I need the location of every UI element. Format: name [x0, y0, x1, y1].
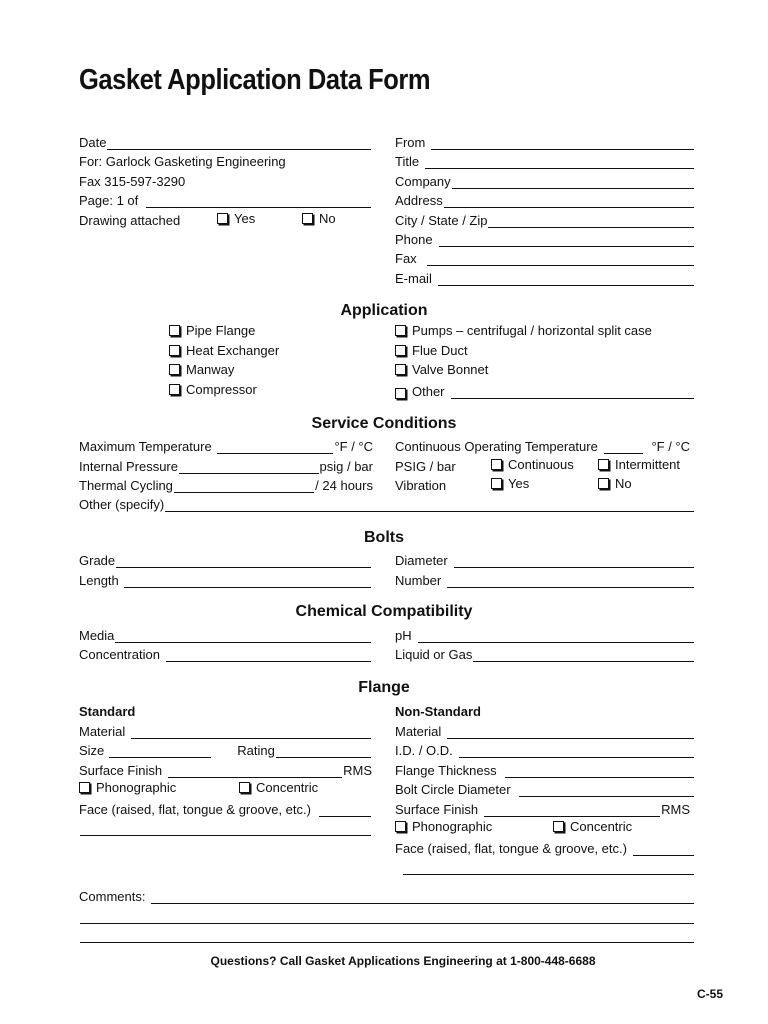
nonstandard-subheading: Non-Standard: [395, 704, 481, 719]
comments-row: [79, 887, 695, 904]
checkbox-icon[interactable]: [217, 213, 228, 224]
comments-row-2: [79, 907, 695, 924]
ns-material-row: [395, 722, 695, 739]
ph-row: [395, 626, 695, 643]
drawing-yes-option[interactable]: [217, 211, 255, 228]
app-option-valve-bonnet[interactable]: [395, 362, 488, 379]
checkbox-icon[interactable]: [169, 345, 180, 356]
thermal-unit: / 24 hours: [315, 478, 373, 493]
drawing-label: Drawing attached: [79, 213, 181, 228]
page-count-field[interactable]: [146, 194, 371, 208]
vibration-no-option[interactable]: [598, 476, 632, 493]
std-material-label: Material: [79, 724, 126, 739]
comments-field[interactable]: [151, 890, 694, 904]
length-label: Length: [79, 573, 119, 588]
grade-label: Grade: [79, 553, 116, 568]
liquid-label: Liquid or Gas: [395, 647, 473, 662]
vibration-row: [395, 476, 485, 493]
std-phonographic-option[interactable]: [79, 780, 176, 797]
max-temp-label: Maximum Temperature: [79, 439, 212, 454]
std-face-row: [79, 800, 372, 817]
max-temp-row: [79, 437, 373, 454]
std-surface-row: [79, 761, 372, 778]
ns-phonographic-option[interactable]: [395, 819, 492, 836]
title-field[interactable]: [425, 155, 694, 169]
fax-row: [79, 172, 372, 189]
ns-material-label: Material: [395, 724, 442, 739]
std-rms-label: RMS: [343, 763, 372, 778]
max-temp-field[interactable]: [217, 440, 334, 454]
diameter-label: Diameter: [395, 553, 448, 568]
thermal-field[interactable]: [174, 479, 314, 493]
title-row: [395, 152, 695, 169]
page-number: C-55: [697, 987, 724, 1001]
rating-label: Rating: [237, 743, 275, 758]
thermal-row: [79, 476, 373, 493]
address-field[interactable]: [444, 194, 694, 208]
ns-face-label: Face (raised, flat, tongue & groove, etc.): [395, 841, 627, 856]
ns-face-row: [395, 839, 695, 856]
psig-row: [395, 457, 485, 474]
max-temp-unit: °F / °C: [334, 439, 373, 454]
cont-temp-label: Continuous Operating Temperature: [395, 439, 598, 454]
page-row: [79, 191, 372, 208]
int-pressure-unit: psig / bar: [319, 459, 373, 474]
checkbox-icon[interactable]: [491, 459, 502, 470]
checkbox-icon[interactable]: [79, 782, 90, 793]
comments-label: Comments:: [79, 889, 146, 904]
diameter-row: [395, 551, 695, 568]
fax-row-right: [395, 249, 695, 266]
ns-surface-row: [395, 800, 690, 817]
for-text: For: Garlock Gasketing Engineering: [79, 154, 286, 169]
number-row: [395, 571, 695, 588]
address-label: Address: [395, 193, 443, 208]
thermal-label: Thermal Cycling: [79, 478, 173, 493]
fax-field[interactable]: [427, 252, 694, 266]
email-row: [395, 269, 695, 286]
id-od-label: I.D. / O.D.: [395, 743, 453, 758]
option-label: Heat Exchanger: [186, 343, 280, 358]
std-material-field[interactable]: [131, 725, 371, 739]
other-application-field[interactable]: [451, 385, 694, 399]
option-label: No: [319, 211, 336, 226]
standard-subheading: Standard: [79, 704, 136, 719]
id-od-field[interactable]: [459, 744, 694, 758]
option-label: Pipe Flange: [186, 323, 256, 338]
other-specify-field[interactable]: [165, 498, 694, 512]
std-face-field[interactable]: [319, 803, 371, 817]
from-field[interactable]: [431, 136, 694, 150]
option-label: Continuous: [508, 457, 574, 472]
intermittent-option[interactable]: [598, 457, 680, 474]
std-material-row: [79, 722, 372, 739]
city-field[interactable]: [488, 214, 694, 228]
checkbox-icon[interactable]: [491, 478, 502, 489]
psig-label: PSIG / bar: [395, 459, 456, 474]
page-label: Page: 1 of: [79, 193, 139, 208]
bolt-circle-field[interactable]: [519, 783, 694, 797]
ns-face-field-2[interactable]: [403, 861, 694, 875]
phone-row: [395, 230, 695, 247]
date-row: [79, 133, 372, 150]
checkbox-icon[interactable]: [395, 821, 406, 832]
grade-field[interactable]: [116, 554, 371, 568]
bolt-circle-row: [395, 780, 695, 797]
checkbox-icon[interactable]: [395, 388, 406, 399]
other-specify-label: Other (specify): [79, 497, 165, 512]
app-option-flue-duct[interactable]: [395, 343, 468, 360]
comments-row-3: [79, 926, 695, 943]
date-field[interactable]: [107, 136, 371, 150]
email-field[interactable]: [438, 272, 694, 286]
other-specify-row: [79, 495, 695, 512]
phone-field[interactable]: [439, 233, 694, 247]
size-rating-row: [79, 741, 372, 758]
std-face-label: Face (raised, flat, tongue & groove, etc.): [79, 802, 311, 817]
checkbox-icon[interactable]: [598, 478, 609, 489]
city-label: City / State / Zip: [395, 213, 488, 228]
thickness-field[interactable]: [505, 764, 694, 778]
checkbox-icon[interactable]: [169, 325, 180, 336]
ns-concentric-option[interactable]: [553, 819, 632, 836]
std-concentric-option[interactable]: [239, 780, 318, 797]
concentration-label: Concentration: [79, 647, 160, 662]
for-row: [79, 152, 372, 169]
fax-text: Fax 315-597-3290: [79, 174, 186, 189]
number-label: Number: [395, 573, 442, 588]
cont-temp-row: [395, 437, 690, 454]
option-label: Pumps – centrifugal / horizontal split case: [412, 323, 652, 338]
ns-face-row-2: [402, 858, 695, 875]
app-option-compressor[interactable]: [169, 382, 257, 399]
checkbox-icon[interactable]: [395, 325, 406, 336]
std-surface-label: Surface Finish: [79, 763, 163, 778]
option-label: Concentric: [570, 819, 633, 834]
option-label: Compressor: [186, 382, 257, 397]
int-pressure-row: [79, 457, 373, 474]
option-label: Yes: [234, 211, 256, 226]
email-label: E-mail: [395, 271, 432, 286]
checkbox-icon[interactable]: [302, 213, 313, 224]
media-label: Media: [79, 628, 115, 643]
company-field[interactable]: [452, 175, 694, 189]
option-label: Other: [412, 384, 445, 399]
option-label: Yes: [508, 476, 530, 491]
chemical-heading: Chemical Compatibility: [295, 603, 473, 620]
option-label: No: [615, 476, 632, 491]
option-label: Valve Bonnet: [412, 362, 489, 377]
fax-label: Fax: [395, 251, 417, 266]
id-od-row: [395, 741, 695, 758]
title-label: Title: [395, 154, 420, 169]
phone-label: Phone: [395, 232, 433, 247]
option-label: Manway: [186, 362, 235, 377]
concentration-field[interactable]: [166, 648, 371, 662]
size-field[interactable]: [109, 744, 211, 758]
cont-temp-unit: °F / °C: [651, 439, 690, 454]
checkbox-icon[interactable]: [169, 384, 180, 395]
liquid-row: [395, 645, 695, 662]
drawing-no-option[interactable]: [302, 211, 336, 228]
std-face-row-2: [79, 819, 372, 836]
std-face-field-2[interactable]: [80, 822, 371, 836]
checkbox-icon[interactable]: [395, 364, 406, 375]
rating-field[interactable]: [276, 744, 371, 758]
length-field[interactable]: [124, 574, 371, 588]
liquid-field[interactable]: [473, 648, 694, 662]
option-label: Phonographic: [412, 819, 493, 834]
continuous-option[interactable]: [491, 457, 574, 474]
ph-label: pH: [395, 628, 412, 643]
flange-heading: Flange: [358, 679, 410, 696]
media-field[interactable]: [115, 629, 371, 643]
footer-contact: Questions? Call Gasket Applications Engineering at 1-800-448-6688: [210, 954, 596, 968]
option-label: Intermittent: [615, 457, 681, 472]
date-label: Date: [79, 135, 107, 150]
option-label: Flue Duct: [412, 343, 468, 358]
option-label: Phonographic: [96, 780, 177, 795]
int-pressure-label: Internal Pressure: [79, 459, 178, 474]
checkbox-icon[interactable]: [169, 364, 180, 375]
app-option-pumps[interactable]: [395, 323, 652, 340]
bolt-circle-label: Bolt Circle Diameter: [395, 782, 511, 797]
ns-rms-label: RMS: [661, 802, 690, 817]
service-heading: Service Conditions: [311, 415, 457, 432]
app-option-manway[interactable]: [169, 362, 234, 379]
city-row: [395, 211, 695, 228]
checkbox-icon[interactable]: [553, 821, 564, 832]
checkbox-icon[interactable]: [395, 345, 406, 356]
number-field[interactable]: [447, 574, 694, 588]
int-pressure-field[interactable]: [179, 460, 319, 474]
vibration-yes-option[interactable]: [491, 476, 529, 493]
ns-surface-field[interactable]: [484, 803, 660, 817]
grade-row: [79, 551, 372, 568]
thickness-label: Flange Thickness: [395, 763, 497, 778]
checkbox-icon[interactable]: [598, 459, 609, 470]
bolts-heading: Bolts: [364, 529, 404, 546]
media-row: [79, 626, 372, 643]
application-heading: Application: [340, 302, 428, 319]
ns-material-field[interactable]: [447, 725, 694, 739]
from-row: [395, 133, 695, 150]
option-label: Concentric: [256, 780, 319, 795]
company-row: [395, 172, 695, 189]
ph-field[interactable]: [418, 629, 694, 643]
length-row: [79, 571, 372, 588]
form-title: Gasket Application Data Form: [79, 64, 431, 96]
thickness-row: [395, 761, 695, 778]
standard-subheading-row: [79, 702, 279, 719]
cont-temp-field[interactable]: [604, 440, 644, 454]
vibration-label: Vibration: [395, 478, 447, 493]
size-label: Size: [79, 743, 105, 758]
checkbox-icon[interactable]: [239, 782, 250, 793]
concentration-row: [79, 645, 372, 662]
address-row: [395, 191, 695, 208]
std-surface-field[interactable]: [168, 764, 342, 778]
nonstandard-subheading-row: [395, 702, 595, 719]
ns-surface-label: Surface Finish: [395, 802, 479, 817]
ns-face-field[interactable]: [633, 842, 694, 856]
comments-field-2[interactable]: [80, 910, 694, 924]
diameter-field[interactable]: [454, 554, 694, 568]
comments-field-3[interactable]: [80, 929, 694, 943]
company-label: Company: [395, 174, 451, 189]
app-option-heat-exchanger[interactable]: [169, 343, 279, 360]
from-label: From: [395, 135, 426, 150]
app-option-other: [395, 382, 695, 399]
app-option-pipe-flange[interactable]: [169, 323, 255, 340]
